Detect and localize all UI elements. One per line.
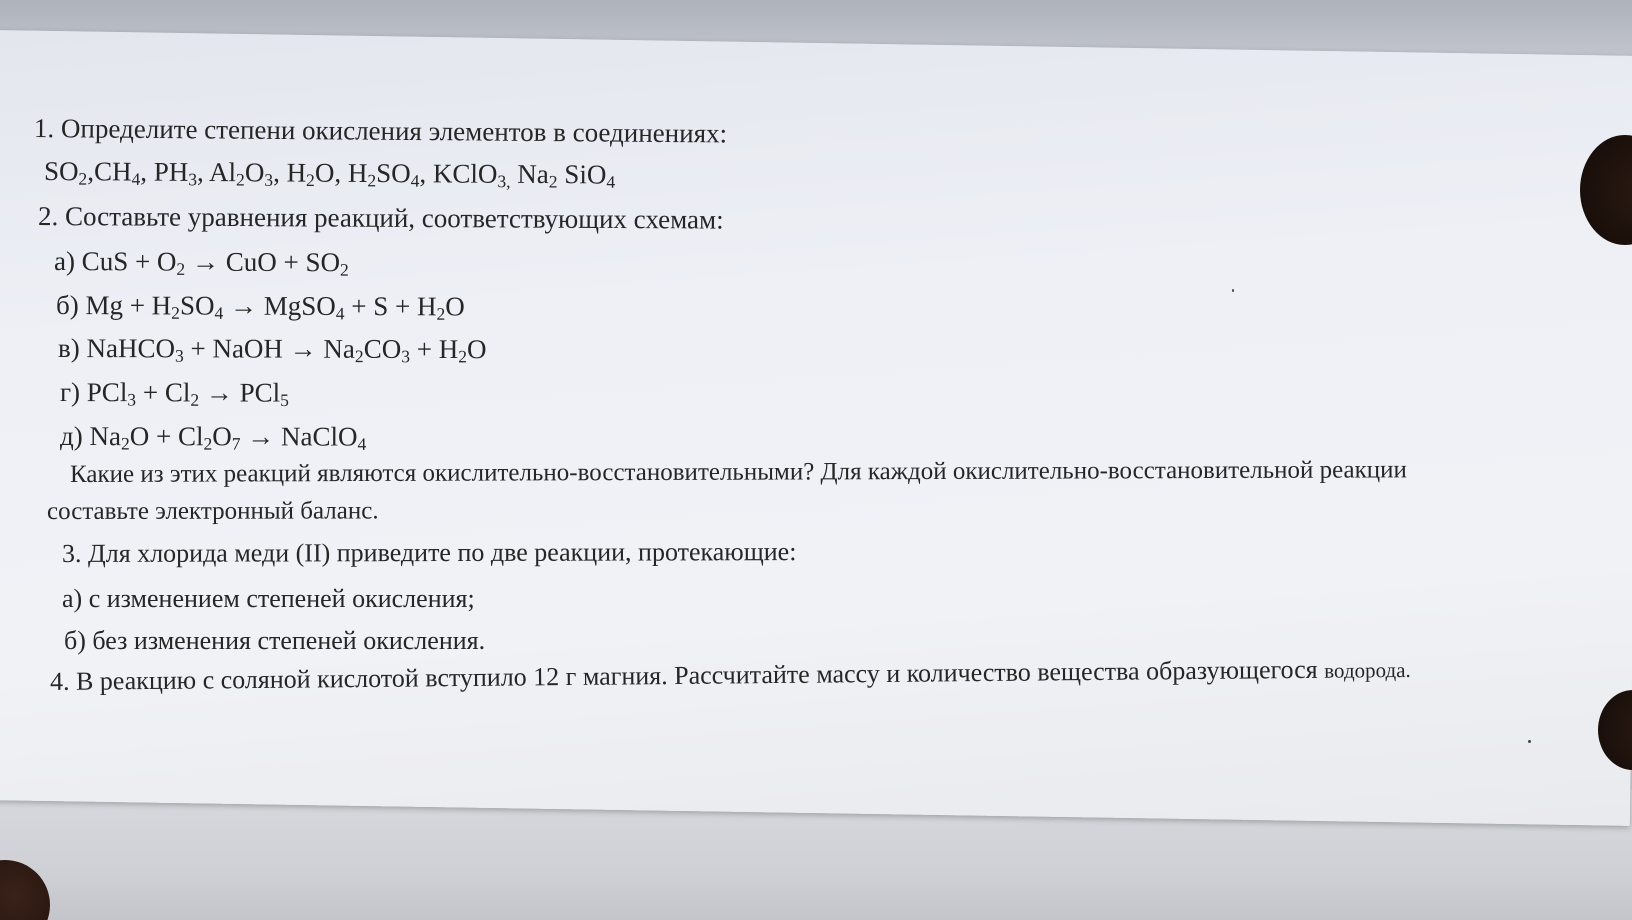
subscript: 2	[203, 433, 213, 454]
reaction-d	[60, 420, 366, 453]
reaction-v	[58, 332, 487, 365]
formula-text: SO	[179, 290, 215, 321]
formula-text: KClO	[432, 158, 498, 189]
formula	[209, 157, 280, 190]
speck-mark	[1232, 289, 1234, 292]
formula-text: д) Na	[59, 421, 121, 452]
subscript: 2	[120, 433, 130, 454]
question-2-heading: 2. Составьте уравнения реакций, соответствующих схемам:	[37, 201, 724, 235]
formula-text: ,	[196, 156, 204, 187]
formula-text: → CuO + SO	[185, 246, 341, 278]
question-3-heading: 3. Для хлорида меди (II) приведите по две реакции, протекающие:	[61, 537, 797, 568]
formula-text: + NaOH → Na	[183, 333, 355, 364]
formula-text: O	[212, 421, 232, 452]
formula-text: O	[445, 291, 465, 322]
formula-text: → NaClO	[240, 421, 358, 452]
subscript: 2	[190, 389, 200, 410]
subscript: 2	[367, 170, 377, 191]
subscript: 3	[264, 169, 274, 190]
reaction-a	[54, 245, 349, 278]
formula-text: SiO	[557, 159, 607, 190]
subscript: 2	[436, 303, 446, 324]
question-4-end: водорода.	[1324, 657, 1411, 683]
subscript: 2	[458, 346, 468, 367]
formula-text: O	[244, 157, 265, 188]
formula-text: → PCl	[199, 377, 281, 408]
formula-text: Na	[517, 158, 549, 190]
subscript: 2	[548, 171, 558, 192]
subscript: 3,	[497, 171, 511, 192]
reaction-g	[60, 376, 289, 409]
formula	[517, 159, 615, 190]
subscript: 4	[131, 168, 141, 189]
subscript: 4	[410, 170, 420, 191]
speck-mark	[1528, 740, 1531, 743]
subscript: 2	[171, 302, 180, 323]
subscript: 4	[357, 433, 367, 454]
question-4	[50, 653, 1411, 699]
formula-text: ,	[419, 158, 427, 189]
formula-text: б) Mg + H	[55, 290, 172, 321]
subscript: 2	[235, 169, 245, 190]
redox-question-line-1: Какие из этих реакций являются окислительно-восстановительными? Для каждой окислительно-восстановительной реакции	[69, 456, 1407, 488]
formula-text: в) NaHCO	[57, 333, 176, 364]
subscript: 7	[231, 433, 241, 454]
subscript: 3	[401, 346, 411, 367]
question-3-option-a: а) с изменением степеней окисления;	[62, 584, 475, 613]
formula-text: H	[347, 157, 368, 188]
formula-text: а) CuS + O	[53, 246, 177, 277]
subscript: 3	[188, 169, 198, 190]
redox-question-line-2: составьте электронный баланс.	[46, 497, 379, 525]
formula-text: + Cl	[136, 377, 191, 408]
subscript: 2	[176, 258, 186, 279]
reaction-b	[56, 289, 465, 322]
question-1-heading: 1. Определите степени окисления элементов в соединениях:	[33, 113, 728, 149]
subscript: 2	[78, 168, 88, 189]
subscript: 3	[127, 389, 137, 410]
formula-text: ,	[140, 156, 148, 187]
formula	[153, 156, 204, 190]
formula-text: PH	[153, 156, 189, 187]
subscript: 5	[280, 389, 289, 410]
subscript: 3	[174, 345, 184, 366]
subscript: 4	[214, 302, 224, 323]
formula-text: + S + H	[344, 291, 437, 322]
formula-text: ,	[273, 157, 280, 188]
formula-text: SO	[376, 158, 411, 189]
subscript: 4	[335, 303, 345, 324]
formula-text: O,	[314, 157, 342, 188]
formula-text: + H	[409, 333, 459, 365]
formula	[432, 158, 511, 192]
subscript: 2	[354, 346, 364, 367]
question-1-formulas	[44, 155, 615, 190]
formula-text: O	[466, 334, 487, 365]
formula-text: г) PCl	[59, 377, 128, 408]
subscript: 2	[339, 259, 349, 280]
question-4-main: 4. В реакцию с соляной кислотой вступило 12 г магния. Рассчитайте массу и количество вещества образующегося	[49, 654, 1325, 696]
formula-text: H	[286, 157, 307, 188]
formula	[286, 157, 342, 191]
formula-text: SO	[43, 156, 79, 187]
subscript: 4	[606, 171, 616, 192]
formula-text: O + Cl	[129, 421, 204, 452]
question-3-option-b: б) без изменения степеней окисления.	[64, 626, 486, 655]
subscript: 2	[306, 169, 315, 191]
formula-list	[43, 156, 616, 192]
formula-text: → MgSO	[223, 290, 336, 321]
formula-text: ,CH	[87, 156, 132, 187]
formula-text: CO	[363, 333, 402, 364]
formula	[44, 156, 147, 187]
formula-text: Al	[209, 157, 237, 188]
formula	[347, 157, 427, 191]
